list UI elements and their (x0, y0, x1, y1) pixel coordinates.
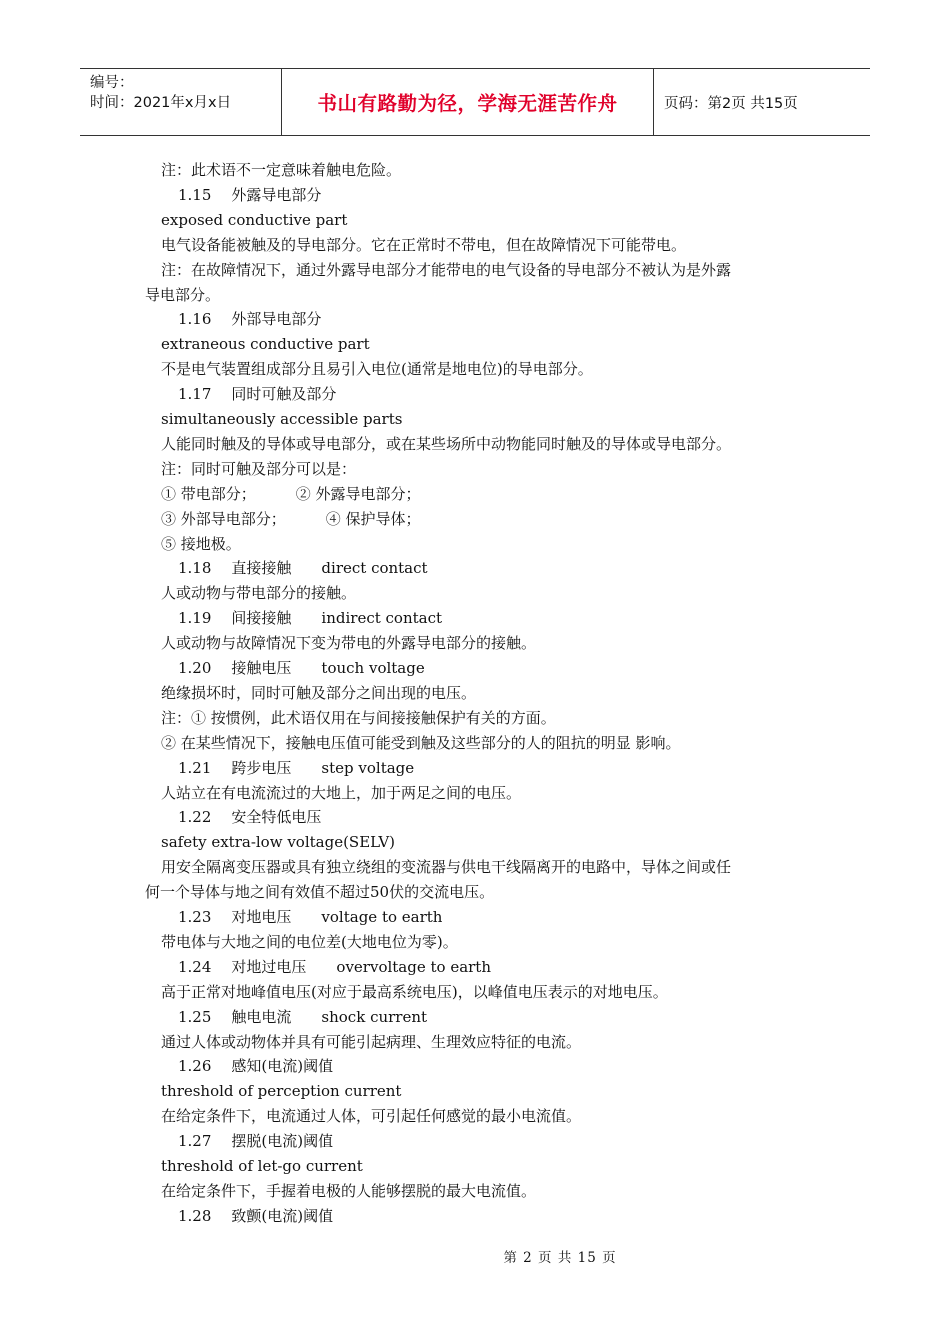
text-line (178, 1129, 333, 1154)
text-segment: 1.25 (178, 1007, 212, 1026)
text-line (161, 1179, 536, 1204)
text-segment: 1.18 (178, 559, 212, 578)
text-segment: exposed conductive part (161, 210, 348, 229)
text-line (161, 158, 401, 183)
text-line (161, 407, 402, 432)
text-segment: 接触电压 (231, 659, 292, 677)
document-date: 时间：2021年x月x日 (90, 95, 232, 111)
text-segment: ③ 外部导电部分； (161, 509, 286, 528)
page-header (80, 68, 870, 136)
text-segment: 对地过电压 (231, 957, 307, 976)
text-segment: 1.16 (178, 310, 212, 329)
text-line (161, 855, 731, 880)
text-line (161, 332, 370, 357)
text-segment: touch voltage (321, 659, 425, 677)
text-line (161, 631, 536, 656)
text-line (161, 233, 686, 258)
text-segment: voltage to earth (321, 908, 443, 926)
text-line (178, 382, 336, 407)
text-segment: direct contact (321, 559, 428, 578)
text-segment: 在给定条件下，手握着电极的人能够摆脱的最大电流值。 (161, 1181, 537, 1200)
text-line (161, 581, 356, 606)
text-segment: 外露导电部分 (231, 185, 322, 204)
text-line (145, 283, 220, 308)
text-segment: 跨步电压 (231, 758, 292, 777)
text-segment: 外部导电部分 (231, 310, 322, 329)
text-segment: ① 带电部分； (161, 484, 256, 503)
text-segment: 1.28 (178, 1206, 212, 1225)
text-line (161, 830, 395, 855)
text-segment: ⑤ 接地极。 (161, 534, 241, 553)
text-segment: 1.26 (178, 1057, 212, 1076)
text-line (145, 880, 494, 905)
page-footer: 第 2 页 共 15 页 (503, 1250, 617, 1266)
text-line (161, 731, 681, 756)
text-segment: 人站立在有电流流过的大地上，加于两足之间的电压。 (161, 783, 522, 802)
text-line (161, 1154, 363, 1179)
text-segment: 通过人体或动物体并具有可能引起病理、生理效应特征的电流。 (161, 1032, 582, 1051)
text-segment: 注：在故障情况下，通过外露导电部分才能带电的电气设备的导电部分不被认为是外露 (161, 260, 732, 279)
document-number-label: 编号： (90, 75, 134, 91)
text-line (161, 532, 241, 557)
text-segment: 人或动物与带电部分的接触。 (161, 584, 357, 603)
text-line (161, 681, 476, 706)
text-segment: 同时可触及部分 (231, 385, 337, 404)
text-segment: indirect contact (321, 609, 443, 628)
text-segment: 高于正常对地峰值电压(对应于最高系统电压)，以峰值电压表示的对地电压。 (161, 982, 668, 1001)
text-line (161, 706, 556, 731)
text-segment: ④ 保护导体； (325, 509, 421, 528)
text-line (178, 756, 414, 781)
text-segment: 1.20 (178, 659, 212, 677)
text-line (161, 208, 347, 233)
text-segment: 注：此术语不一定意味着触电危险。 (161, 161, 402, 179)
text-segment: extraneous conductive part (161, 335, 370, 354)
text-segment: 致颤(电流)阈值 (231, 1206, 334, 1225)
text-line (161, 781, 521, 806)
text-segment: 1.27 (178, 1132, 212, 1151)
text-segment: 1.21 (178, 758, 212, 777)
text-segment: 何一个导体与地之间有效值不超过50伏的交流电压。 (145, 883, 495, 902)
text-line (161, 980, 668, 1005)
text-segment: safety extra-low voltage(SELV) (161, 833, 396, 852)
text-segment: 不是电气装置组成部分且易引入电位(通常是地电位)的导电部分。 (161, 360, 593, 379)
text-line (178, 307, 321, 332)
text-segment: threshold of let-go current (161, 1157, 363, 1175)
text-segment: threshold of perception current (161, 1082, 402, 1101)
text-segment: 在给定条件下，电流通过人体，可引起任何感觉的最小电流值。 (161, 1107, 582, 1126)
text-segment: step voltage (321, 758, 415, 777)
text-line (178, 656, 425, 681)
text-segment: 间接接触 (231, 609, 292, 628)
header-page-info: 页码：第2页 共15页 (664, 95, 798, 112)
text-segment: 1.22 (178, 808, 212, 827)
text-line (178, 905, 442, 930)
text-line (161, 1079, 401, 1104)
text-segment: 注：同时可触及部分可以是： (161, 459, 357, 478)
text-segment: 电气设备能被触及的导电部分。它在正常时不带电，但在故障情况下可能带电。 (161, 235, 687, 254)
text-line (161, 1104, 581, 1129)
text-line (178, 955, 491, 980)
text-segment: ② 在某些情况下，接触电压值可能受到触及这些部分的人的阻抗的明显 影响。 (161, 733, 681, 752)
text-segment: 1.17 (178, 385, 212, 404)
text-segment: 1.23 (178, 908, 212, 926)
text-segment: 摆脱(电流)阈值 (231, 1132, 334, 1151)
text-segment: 感知(电流)阈值 (231, 1057, 334, 1076)
text-segment: shock current (321, 1007, 428, 1026)
text-line (161, 930, 458, 955)
text-line (178, 183, 321, 208)
text-line (161, 457, 356, 482)
text-segment: simultaneously accessible parts (161, 410, 403, 428)
text-line (178, 1054, 333, 1079)
text-line (161, 507, 421, 532)
text-segment: 绝缘损坏时，同时可触及部分之间出现的电压。 (161, 683, 477, 702)
text-segment: 人能同时触及的导体或导电部分，或在某些场所中动物能同时触及的导体或导电部分。 (161, 434, 732, 453)
text-line (178, 1204, 333, 1229)
text-line (178, 606, 442, 631)
text-line (161, 258, 731, 283)
text-segment: 触电电流 (231, 1007, 292, 1026)
text-segment: 带电体与大地之间的电位差(大地电位为零)。 (161, 932, 458, 951)
text-line (178, 1005, 427, 1030)
text-segment: 安全特低电压 (231, 808, 322, 827)
text-segment: 人或动物与故障情况下变为带电的外露导电部分的接触。 (161, 634, 537, 653)
text-segment: 1.15 (178, 185, 212, 204)
text-segment: 用安全隔离变压器或具有独立绕组的变流器与供电干线隔离开的电路中，导体之间或任 (161, 858, 732, 877)
text-segment: 1.24 (178, 957, 212, 976)
text-line (161, 1030, 581, 1055)
text-line (161, 357, 593, 382)
text-line (178, 805, 321, 830)
text-segment: 1.19 (178, 609, 212, 628)
text-line (161, 482, 421, 507)
text-segment: 导电部分。 (145, 285, 221, 304)
text-segment: 直接接触 (231, 559, 292, 578)
text-segment: ② 外露导电部分； (295, 484, 421, 503)
text-line (161, 432, 731, 457)
text-segment: 对地电压 (231, 908, 292, 926)
text-segment: 注：① 按惯例，此术语仅用在与间接接触保护有关的方面。 (161, 708, 556, 727)
header-motto: 书山有路勤为径，学海无涯苦作舟 (282, 69, 654, 135)
header-meta (80, 69, 282, 135)
text-segment: overvoltage to earth (336, 957, 491, 976)
text-line (178, 556, 428, 581)
